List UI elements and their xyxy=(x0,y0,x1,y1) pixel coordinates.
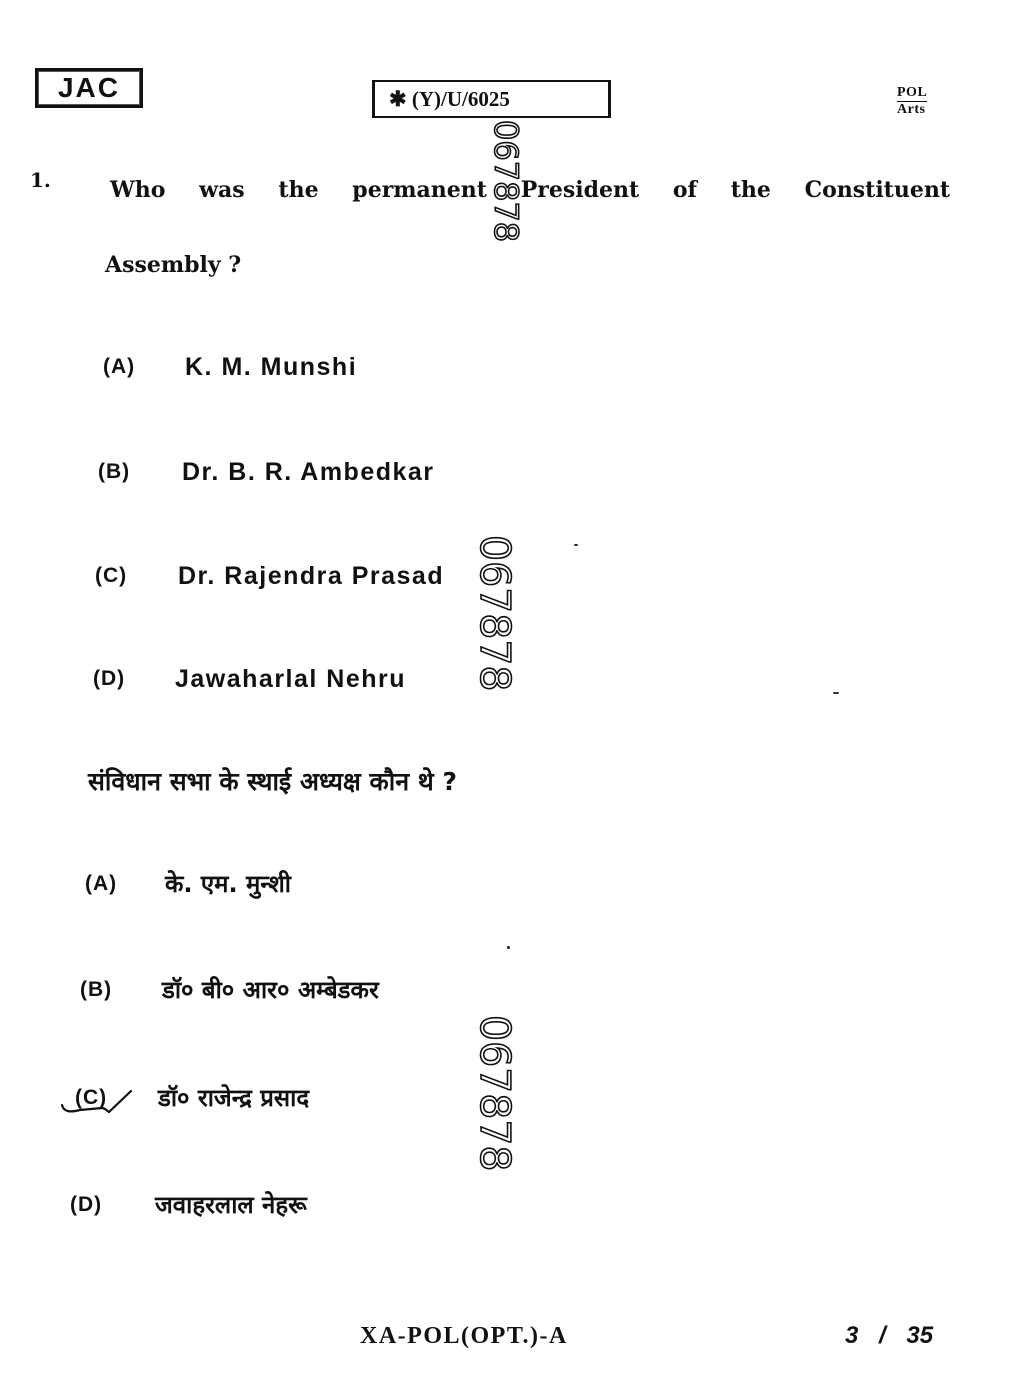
question-text-hindi: संविधान सभा के स्थाई अध्यक्ष कौन थे ? xyxy=(88,767,457,796)
option-text: Dr. Rajendra Prasad xyxy=(178,562,445,590)
scan-speck xyxy=(833,692,839,694)
option-text: K. M. Munshi xyxy=(185,353,358,381)
scan-speck xyxy=(574,544,578,546)
option-label: (A) xyxy=(85,872,118,895)
paper-id: XA-POL(OPT.)-A xyxy=(360,1323,568,1349)
option-text: डॉ० राजेन्द्र प्रसाद xyxy=(158,1084,310,1112)
option-text: डॉ० बी० आर० अम्बेडकर xyxy=(162,976,379,1004)
serial-stamp: 067878 xyxy=(487,120,525,243)
serial-stamp: 067878 xyxy=(471,535,519,692)
board-label: JAC xyxy=(35,68,143,108)
option-text: Jawaharlal Nehru xyxy=(175,665,407,693)
option-label: (A) xyxy=(103,355,136,378)
subject-code: POL xyxy=(897,85,928,100)
question-text-english-line1: Who was the permanent President of the Constituent xyxy=(110,177,950,203)
serial-stamp: 067878 xyxy=(471,1015,519,1172)
option-label: (B) xyxy=(80,978,113,1001)
option-label: (C) xyxy=(75,1086,108,1109)
option-label: (B) xyxy=(98,460,131,483)
subject-tag xyxy=(897,85,927,118)
paper-code-box xyxy=(372,80,611,118)
paper-code: ✱ (Y)/U/6025 xyxy=(389,87,510,111)
scan-speck xyxy=(507,946,510,949)
page-number: 3 / 35 xyxy=(845,1322,934,1349)
check-mark-icon xyxy=(58,1078,138,1118)
option-label: (D) xyxy=(93,667,126,690)
question-text-english-line2: Assembly ? xyxy=(105,252,242,278)
option-text: के. एम. मुन्शी xyxy=(165,870,292,898)
option-label: (C) xyxy=(95,564,128,587)
stream-label: Arts xyxy=(897,102,926,117)
option-text: Dr. B. R. Ambedkar xyxy=(182,458,435,486)
question-number: 1. xyxy=(30,168,51,192)
option-label: (D) xyxy=(70,1193,103,1216)
option-text: जवाहरलाल नेहरू xyxy=(155,1191,307,1219)
